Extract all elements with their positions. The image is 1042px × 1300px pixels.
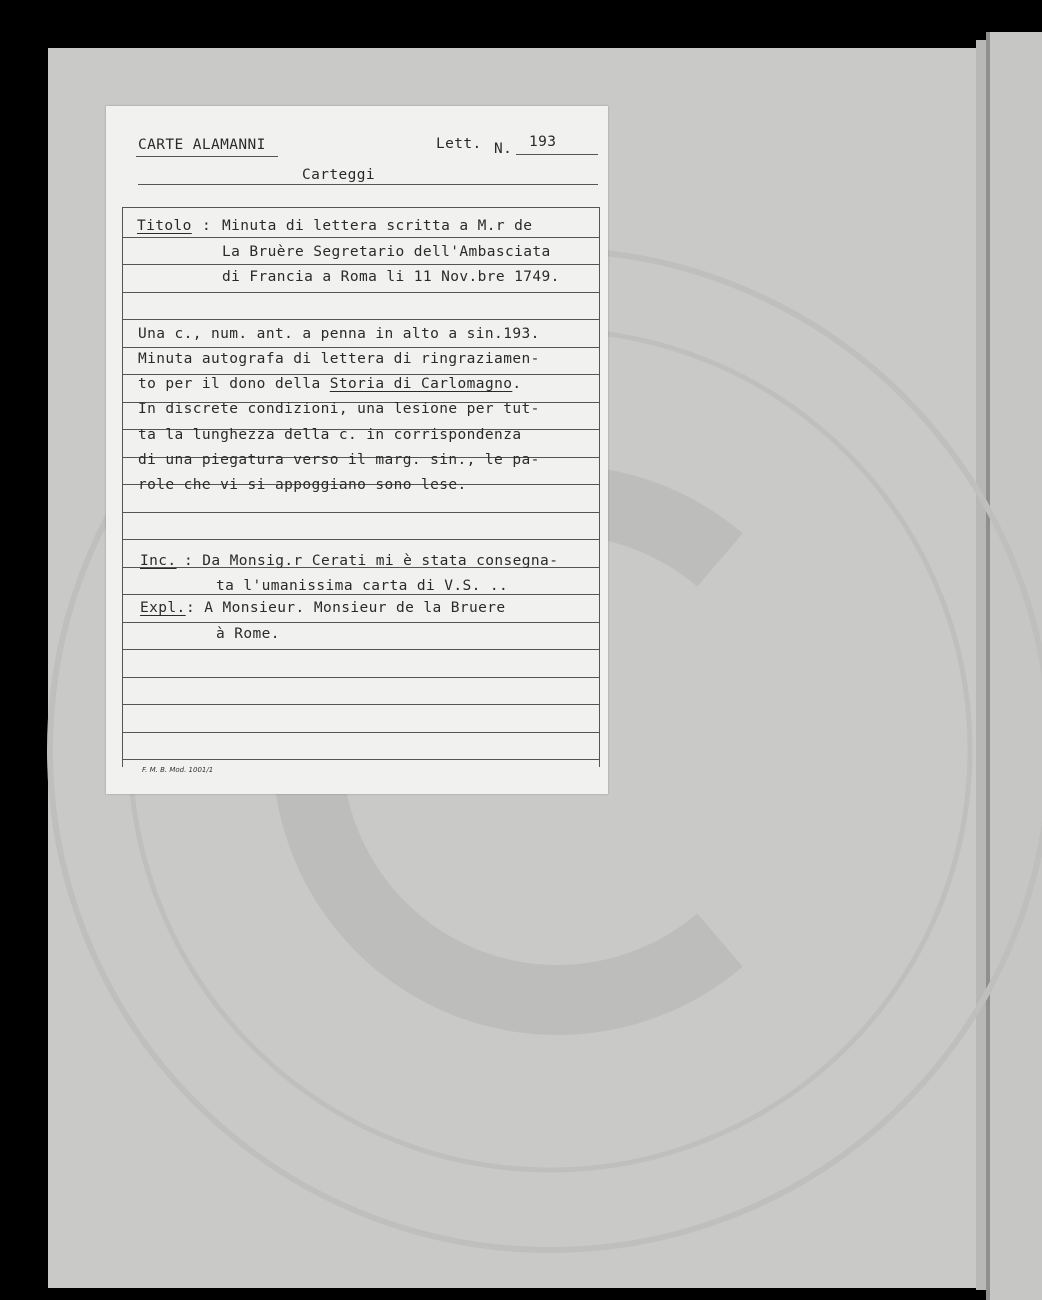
ruled-line <box>122 539 600 540</box>
n-underline <box>516 154 598 155</box>
lett-label: Lett. <box>436 136 482 152</box>
expl-label: Expl. <box>140 600 186 616</box>
desc-line-7: role che vi si appoggiano sono lese. <box>138 477 467 493</box>
inc-line-2: ta l'umanissima carta di V.S. .. <box>216 578 509 594</box>
ruled-line <box>122 374 600 375</box>
ruled-line <box>122 347 600 348</box>
titolo-label: Titolo <box>137 218 192 234</box>
desc-line-4: In discrete condizioni, una lesione per tut- <box>138 401 540 417</box>
ruled-line <box>122 732 600 733</box>
facing-page <box>990 32 1042 1300</box>
desc-line-3 <box>138 376 521 392</box>
titolo-colon: : <box>202 218 212 234</box>
ruled-line <box>122 649 600 650</box>
ruled-line <box>122 237 600 238</box>
carteggi-label: Carteggi <box>302 167 376 183</box>
ruled-line <box>122 512 600 513</box>
ruled-line <box>122 677 600 678</box>
fondo-underline <box>136 156 278 157</box>
desc-line-6: di una piegatura verso il marg. sin., le pa- <box>138 452 540 468</box>
inc-label: Inc. <box>140 553 177 569</box>
box-top <box>122 207 600 208</box>
n-value: 193 <box>529 134 557 150</box>
desc-line-3-text: to per il dono della <box>138 376 330 392</box>
desc-line-5: ta la lunghezza della c. in corrispondenza <box>138 427 522 443</box>
titolo-line-3: di Francia a Roma li 11 Nov.bre 1749. <box>222 269 560 285</box>
ruled-line <box>122 622 600 623</box>
archive-card <box>106 106 608 794</box>
desc-line-3-end: . <box>512 376 522 392</box>
carteggi-rule <box>138 184 598 185</box>
ruled-line <box>122 759 600 760</box>
titolo-line-2: La Bruère Segretario dell'Ambasciata <box>222 244 551 260</box>
box-left <box>122 207 123 767</box>
desc-line-2: Minuta autografa di lettera di ringraziamen- <box>138 351 540 367</box>
box-right <box>599 207 600 767</box>
ruled-line <box>122 704 600 705</box>
fondo-title: CARTE ALAMANNI <box>138 137 266 153</box>
form-code: F. M. B. Mod. 1001/1 <box>142 766 214 774</box>
n-label: N. <box>494 141 513 157</box>
ruled-line <box>122 292 600 293</box>
ruled-line <box>122 594 600 595</box>
expl-line-2: à Rome. <box>216 626 280 642</box>
desc-line-1: Una c., num. ant. a penna in alto a sin.193. <box>138 326 540 342</box>
ruled-line <box>122 319 600 320</box>
expl-line-1: : A Monsieur. Monsieur de la Bruere <box>186 600 506 616</box>
storia-title: Storia di Carlomagno <box>329 376 513 392</box>
ruled-line <box>122 264 600 265</box>
titolo-line-1: Minuta di lettera scritta a M.r de <box>222 218 533 234</box>
inc-line-1: : Da Monsig.r Cerati mi è stata consegna- <box>184 553 559 569</box>
